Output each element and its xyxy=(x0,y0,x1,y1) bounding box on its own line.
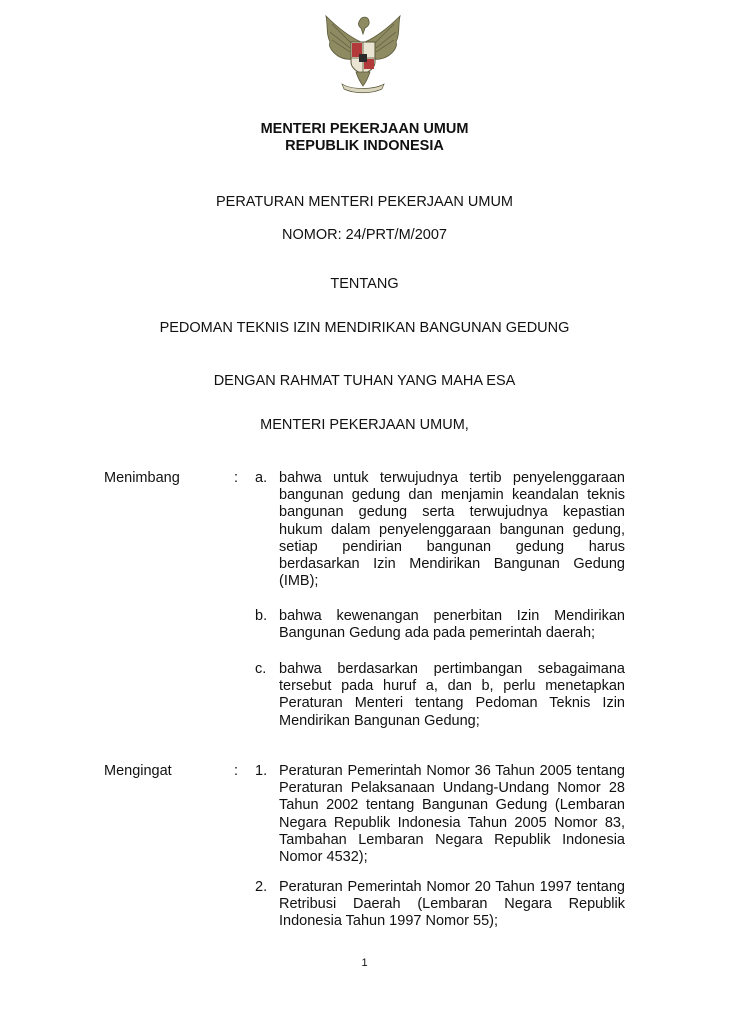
about-heading: TENTANG xyxy=(330,276,399,292)
regulation-number: NOMOR: 24/PRT/M/2007 xyxy=(282,227,447,243)
regulation-subject: PEDOMAN TEKNIS IZIN MENDIRIKAN BANGUNAN GEDUNG xyxy=(159,320,570,336)
garuda-emblem-icon xyxy=(318,12,408,94)
considering-item-marker: a. xyxy=(255,470,268,486)
recalling-item-marker: 1. xyxy=(255,763,268,779)
regulation-title: PERATURAN MENTERI PEKERJAAN UMUM xyxy=(215,194,513,210)
page-number: 1 xyxy=(361,957,368,969)
recalling-item-text: Peraturan Pemerintah Nomor 36 Tahun 2005 tentang Peraturan Pelaksanaan Undang-Undang Nomor 28 Tahun 2002 tentang Bangunan Gedung (Lembaran Negara Republik Indonesia Tahun 2005 Nomor 83, Tambahan Lembaran Negara Republik Indonesia Nomor 4532); xyxy=(279,763,625,866)
minister-line: MENTERI PEKERJAAN UMUM, xyxy=(260,417,469,433)
recalling-colon: : xyxy=(234,763,239,779)
country-heading: REPUBLIK INDONESIA xyxy=(285,138,444,154)
considering-item-text: bahwa untuk terwujudnya tertib penyelenggaraan bangunan gedung dan menjamin keandalan teknis bangunan gedung serta terwujudnya kepastian hukum dalam penyelenggaraan bangunan gedung, setiap pendirian bangunan gedung harus berdasarkan Izin Mendirikan Bangunan Gedung (IMB); xyxy=(279,470,625,590)
recalling-item-marker: 2. xyxy=(255,879,268,895)
considering-colon: : xyxy=(234,470,239,486)
invocation-line: DENGAN RAHMAT TUHAN YANG MAHA ESA xyxy=(213,373,516,389)
considering-item-text: bahwa berdasarkan pertimbangan sebagaimana tersebut pada huruf a, dan b, perlu menetapkan Peraturan Menteri tentang Pedoman Teknis Izin Mendirikan Bangunan Gedung; xyxy=(279,661,625,729)
ministry-heading: MENTERI PEKERJAAN UMUM xyxy=(260,121,469,137)
considering-item-marker: c. xyxy=(255,661,267,677)
considering-item-text: bahwa kewenangan penerbitan Izin Mendirikan Bangunan Gedung ada pada pemerintah daerah; xyxy=(279,608,625,642)
recalling-item-text: Peraturan Pemerintah Nomor 20 Tahun 1997 tentang Retribusi Daerah (Lembaran Negara Republik Indonesia Tahun 1997 Nomor 55); xyxy=(279,879,625,930)
considering-label: Menimbang xyxy=(104,470,180,486)
recalling-label: Mengingat xyxy=(104,763,172,779)
considering-item-marker: b. xyxy=(255,608,268,624)
